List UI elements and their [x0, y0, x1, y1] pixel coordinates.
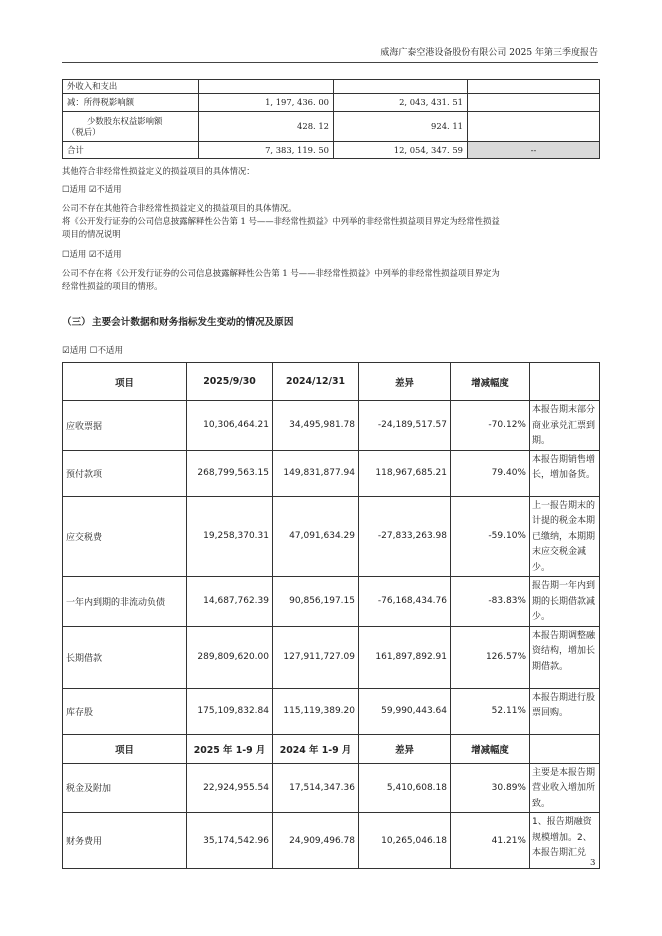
current-value: 7, 383, 119. 50	[199, 142, 334, 159]
row-label: 外收入和支出	[63, 80, 199, 94]
applicability-check: ☐适用 ☑不适用	[62, 184, 122, 194]
table-row	[63, 80, 600, 94]
table-row	[63, 496, 600, 577]
prior-value: 127,911,727.09	[273, 626, 359, 688]
note-cell	[468, 80, 600, 94]
header-item: 项目	[63, 363, 187, 401]
diff-value: 161,897,892.91	[359, 626, 451, 688]
reason-text: 上一报告期末的计提的税金本期已缴纳，本期期末应交税金减少。	[530, 496, 600, 577]
header-reason	[530, 363, 600, 401]
pct-value: 126.57%	[451, 626, 530, 688]
item-name: 应收票据	[63, 401, 187, 451]
applicability-check: ☑适用 ☐不适用	[62, 346, 124, 356]
table-row	[63, 626, 600, 688]
pct-value: -83.83%	[451, 577, 530, 627]
header-prior: 2024 年 1-9 月	[273, 734, 359, 763]
note-line: 经常性损益的项目的情形。	[62, 281, 163, 291]
row-label: 合计	[63, 142, 199, 159]
header-prior: 2024/12/31	[273, 363, 359, 401]
row-label	[63, 112, 199, 142]
current-value: 14,687,762.39	[187, 577, 273, 627]
current-value: 22,924,955.54	[187, 763, 273, 813]
table-row	[63, 450, 600, 496]
header-rule	[62, 62, 598, 63]
current-value: 175,109,832.84	[187, 688, 273, 734]
item-name: 税金及附加	[63, 763, 187, 813]
reason-text: 报告期一年内到期的长期借款减少。	[530, 577, 600, 627]
note-line: 其他符合非经常性损益定义的损益项目的具体情况：	[62, 166, 255, 176]
prior-value: 90,856,197.15	[273, 577, 359, 627]
diff-value: -27,833,263.98	[359, 496, 451, 577]
section-title	[62, 314, 293, 328]
note-cell	[468, 94, 600, 112]
current-value: 428. 12	[199, 112, 334, 142]
diff-value: -76,168,434.76	[359, 577, 451, 627]
header-current: 2025/9/30	[187, 363, 273, 401]
table-row	[63, 94, 600, 112]
row-label-line1: 少数股东权益影响额	[87, 115, 163, 126]
current-value: 268,799,563.15	[187, 450, 273, 496]
note-line: 项目的情况说明	[62, 229, 121, 239]
row-label-line2: （税后）	[67, 126, 101, 137]
prior-value: 24,909,496.78	[273, 813, 359, 869]
prior-value: 149,831,877.94	[273, 450, 359, 496]
header-item: 项目	[63, 734, 187, 763]
table-row	[63, 577, 600, 627]
reason-text: 本报告期进行股票回购。	[530, 688, 600, 734]
ytd-value: 12, 054, 347. 59	[334, 142, 468, 159]
section-heading: 主要会计数据和财务指标发生变动的情况及原因	[92, 317, 294, 328]
item-name: 预付款项	[63, 450, 187, 496]
header-pct: 增减幅度	[451, 734, 530, 763]
reason-text: 本报告期销售增长，增加备货。	[530, 450, 600, 496]
reason-text: 本报告期末部分商业承兑汇票到期。	[530, 401, 600, 451]
page-header: 威海广泰空港设备股份有限公司 2025 年第三季度报告	[380, 48, 598, 58]
table-row	[63, 763, 600, 813]
current-value: 10,306,464.21	[187, 401, 273, 451]
section-number: （三）	[62, 317, 91, 328]
ytd-value: 924. 11	[334, 112, 468, 142]
reason-text: 主要是本报告期营业收入增加所致。	[530, 763, 600, 813]
item-name: 应交税费	[63, 496, 187, 577]
current-value: 19,258,370.31	[187, 496, 273, 577]
diff-value: 5,410,608.18	[359, 763, 451, 813]
pct-value: 41.21%	[451, 813, 530, 869]
note-cell: --	[468, 142, 600, 159]
diff-value: 10,265,046.18	[359, 813, 451, 869]
current-value	[199, 80, 334, 94]
item-name: 库存股	[63, 688, 187, 734]
prior-value: 17,514,347.36	[273, 763, 359, 813]
ytd-value: 2, 043, 431. 51	[334, 94, 468, 112]
reason-text: 1、报告期融资规模增加。2、本报告期汇兑	[530, 813, 600, 869]
current-value: 289,809,620.00	[187, 626, 273, 688]
table-header-row	[63, 363, 600, 401]
diff-value: -24,189,517.57	[359, 401, 451, 451]
header-diff: 差异	[359, 363, 451, 401]
row-label: 减：所得税影响额	[63, 94, 199, 112]
header-diff: 差异	[359, 734, 451, 763]
reason-text: 本报告期调整融资结构，增加长期借款。	[530, 626, 600, 688]
header-reason	[530, 734, 600, 763]
current-value: 1, 197, 436. 00	[199, 94, 334, 112]
table-row	[63, 112, 600, 142]
prior-value: 34,495,981.78	[273, 401, 359, 451]
pct-value: 79.40%	[451, 450, 530, 496]
table-row	[63, 142, 600, 159]
item-name: 财务费用	[63, 813, 187, 869]
table-row	[63, 688, 600, 734]
header-current: 2025 年 1-9 月	[187, 734, 273, 763]
table-header-row	[63, 734, 600, 763]
prior-value: 47,091,634.29	[273, 496, 359, 577]
note-line: 公司不存在其他符合非经常性损益定义的损益项目的具体情况。	[62, 203, 297, 213]
ytd-value	[334, 80, 468, 94]
table-row	[63, 813, 600, 869]
note-cell	[468, 112, 600, 142]
pct-value: 30.89%	[451, 763, 530, 813]
pct-value: -70.12%	[451, 401, 530, 451]
diff-value: 59,990,443.64	[359, 688, 451, 734]
non-recurring-gains-table	[62, 79, 600, 159]
financial-changes-table	[62, 362, 600, 869]
table-row	[63, 401, 600, 451]
prior-value: 115,119,389.20	[273, 688, 359, 734]
note-line: 将《公开发行证券的公司信息披露解释性公告第 1 号——非经常性损益》中列举的非经常性损益项目界定为经常性损益	[62, 216, 500, 226]
current-value: 35,174,542.96	[187, 813, 273, 869]
item-name: 长期借款	[63, 626, 187, 688]
pct-value: -59.10%	[451, 496, 530, 577]
diff-value: 118,967,685.21	[359, 450, 451, 496]
header-pct: 增减幅度	[451, 363, 530, 401]
page-number: 3	[590, 858, 596, 868]
item-name: 一年内到期的非流动负债	[63, 577, 187, 627]
applicability-check: ☐适用 ☑不适用	[62, 249, 122, 259]
note-line: 公司不存在将《公开发行证券的公司信息披露解释性公告第 1 号——非经常性损益》中列举的非经常性损益项目界定为	[62, 268, 500, 278]
pct-value: 52.11%	[451, 688, 530, 734]
